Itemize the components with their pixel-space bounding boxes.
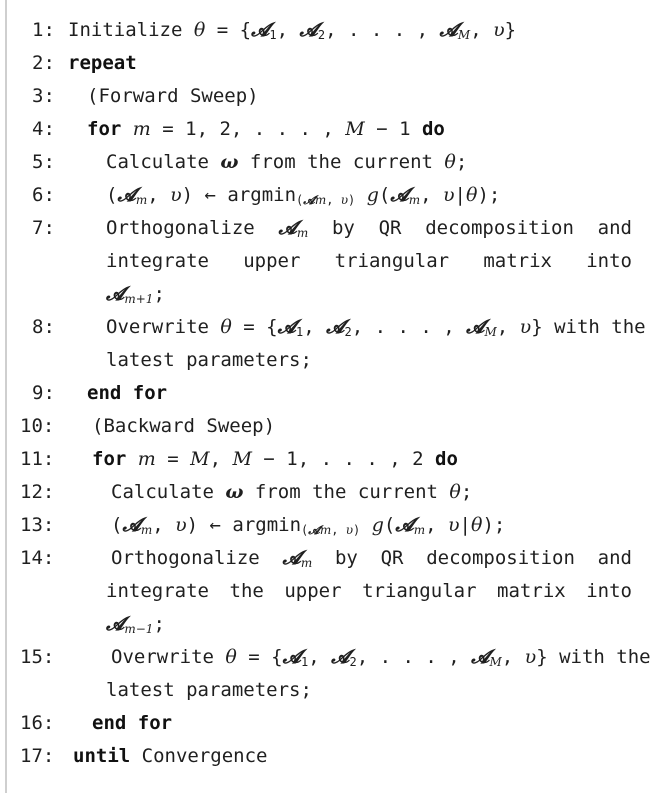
line-text: Orthogonalize 𝓐$_m$ by QR decomposition and xyxy=(106,217,632,240)
line-text: Orthogonalize 𝓐$_m$ by QR decomposition and xyxy=(111,547,632,570)
line-text: until Convergence xyxy=(73,745,268,767)
line-text: latest parameters; xyxy=(106,349,312,371)
line-number: 10: xyxy=(20,415,55,437)
line-number: 13: xyxy=(20,514,55,536)
line-text: for m = 1, 2, . . . , M − 1 do xyxy=(87,118,445,140)
line-text: (𝓐$_m$, υ) ← argmin$_{(𝓐m, \upsilon)}$ g(𝓐$_m$, υ|θ); xyxy=(106,184,501,207)
line-text: 𝓐$_{m+1}$; xyxy=(106,283,165,306)
line-number: 2: xyxy=(32,52,55,74)
line-number: 8: xyxy=(32,316,55,338)
line-text: (Backward Sweep) xyxy=(92,415,276,437)
line-text: Initialize θ = {𝓐$_1$, 𝓐$_2$, . . . , 𝓐$_M$, υ} xyxy=(68,19,517,42)
line-text: Calculate ω from the current θ; xyxy=(111,481,473,503)
line-number: 15: xyxy=(20,646,55,668)
left-rule xyxy=(5,0,7,793)
line-number: 11: xyxy=(20,448,55,470)
line-text: integrate the upper triangular matrix into xyxy=(106,580,632,602)
line-text: 𝓐$_{m-1}$; xyxy=(106,613,165,636)
line-text: Overwrite θ = {𝓐$_1$, 𝓐$_2$, . . . , 𝓐$_M$, υ} with the xyxy=(106,316,646,339)
line-number: 16: xyxy=(20,712,55,734)
line-text: latest parameters; xyxy=(106,679,312,701)
line-number: 17: xyxy=(20,745,55,767)
line-number: 12: xyxy=(20,481,55,503)
line-text: Calculate ω from the current θ; xyxy=(106,151,468,173)
line-number: 4: xyxy=(32,118,55,140)
line-text: integrate upper triangular matrix into xyxy=(106,250,632,272)
line-text: end for xyxy=(92,712,173,734)
line-number: 14: xyxy=(20,547,55,569)
line-text: (𝓐$_m$, υ) ← argmin$_{(𝓐m, \upsilon)}$ g(𝓐$_m$, υ|θ); xyxy=(111,514,506,537)
line-text: for m = M, M − 1, . . . , 2 do xyxy=(92,448,458,470)
line-text: Overwrite θ = {𝓐$_1$, 𝓐$_2$, . . . , 𝓐$_M$, υ} with the xyxy=(111,646,651,669)
line-number: 7: xyxy=(32,217,55,239)
line-text: (Forward Sweep) xyxy=(87,85,259,107)
line-number: 5: xyxy=(32,151,55,173)
line-number: 3: xyxy=(32,85,55,107)
line-number: 1: xyxy=(32,19,55,41)
line-text: end for xyxy=(87,382,168,404)
line-number: 9: xyxy=(32,382,55,404)
line-number: 6: xyxy=(32,184,55,206)
line-text: repeat xyxy=(68,52,137,74)
